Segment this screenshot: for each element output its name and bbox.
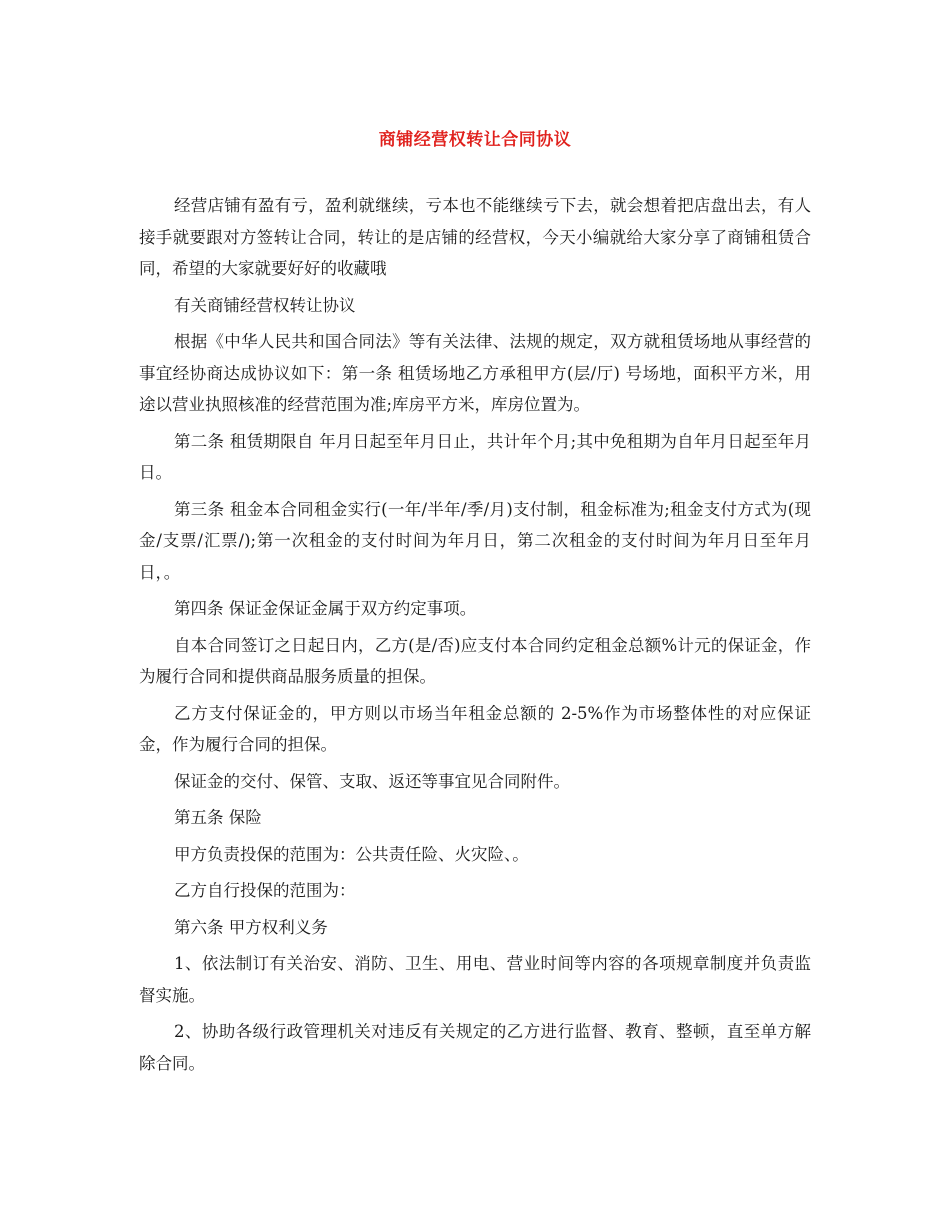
paragraph-obligation-2: 2、协助各级行政管理机关对违反有关规定的乙方进行监督、教育、整顿，直至单方解除合同。: [139, 1022, 811, 1073]
paragraph-deposit-handling: 保证金的交付、保管、支取、返还等事宜见合同附件。: [174, 771, 570, 791]
paragraph-deposit-guarantee: 乙方支付保证金的，甲方则以市场当年租金总额的 2-5%作为市场整体性的对应保证金，作为履行合同的担保。: [139, 703, 811, 754]
document-title: 商铺经营权转让合同协议: [378, 130, 572, 150]
document-body: [139, 190, 811, 1084]
paragraph-obligation-1: 1、依法制订有关治安、消防、卫生、用电、营业时间等内容的各项规章制度并负责监督实施。: [139, 954, 811, 1005]
paragraph-article-2: 第二条 租赁期限自 年月日起至年月日止，共计年个月;其中免租期为自年月日起至年月日。: [139, 431, 811, 482]
paragraph-party-a-insurance: 甲方负责投保的范围为：公共责任险、火灾险、。: [174, 844, 529, 864]
paragraph-intro: 经营店铺有盈有亏，盈利就继续，亏本也不能继续亏下去，就会想着把店盘出去，有人接手就要跟对方签转让合同，转让的是店铺的经营权，今天小编就给大家分享了商铺租赁合同，希望的大家就要好好的收藏哦: [139, 196, 811, 278]
paragraph-article-1: 根据《中华人民共和国合同法》等有关法律、法规的规定，双方就租赁场地从事经营的事宜经协商达成协议如下：第一条 租赁场地乙方承租甲方(层/厅) 号场地，面积平方米，用途以营业执照核准的经营范围为准;库房平方米，库房位置为。: [139, 332, 811, 414]
paragraph-article-4: 第四条 保证金保证金属于双方约定事项。: [174, 599, 477, 618]
paragraph-article-3: 第三条 租金本合同租金实行(一年/半年/季/月)支付制，租金标准为;租金支付方式为(现金/支票/汇票/);第一次租金的支付时间为年月日，第二次租金的支付时间为年月日至年月日，。: [139, 499, 811, 582]
paragraph-article-5: 第五条 保险: [174, 808, 262, 827]
paragraph-party-b-insurance: 乙方自行投保的范围为：: [174, 881, 356, 900]
paragraph-subtitle: 有关商铺经营权转让协议: [174, 295, 356, 315]
paragraph-article-6: 第六条 甲方权利义务: [174, 917, 328, 937]
paragraph-deposit-payment: 自本合同签订之日起日内，乙方(是/否)应支付本合同约定租金总额%计元的保证金，作为履行合同和提供商品服务质量的担保。: [139, 635, 811, 686]
